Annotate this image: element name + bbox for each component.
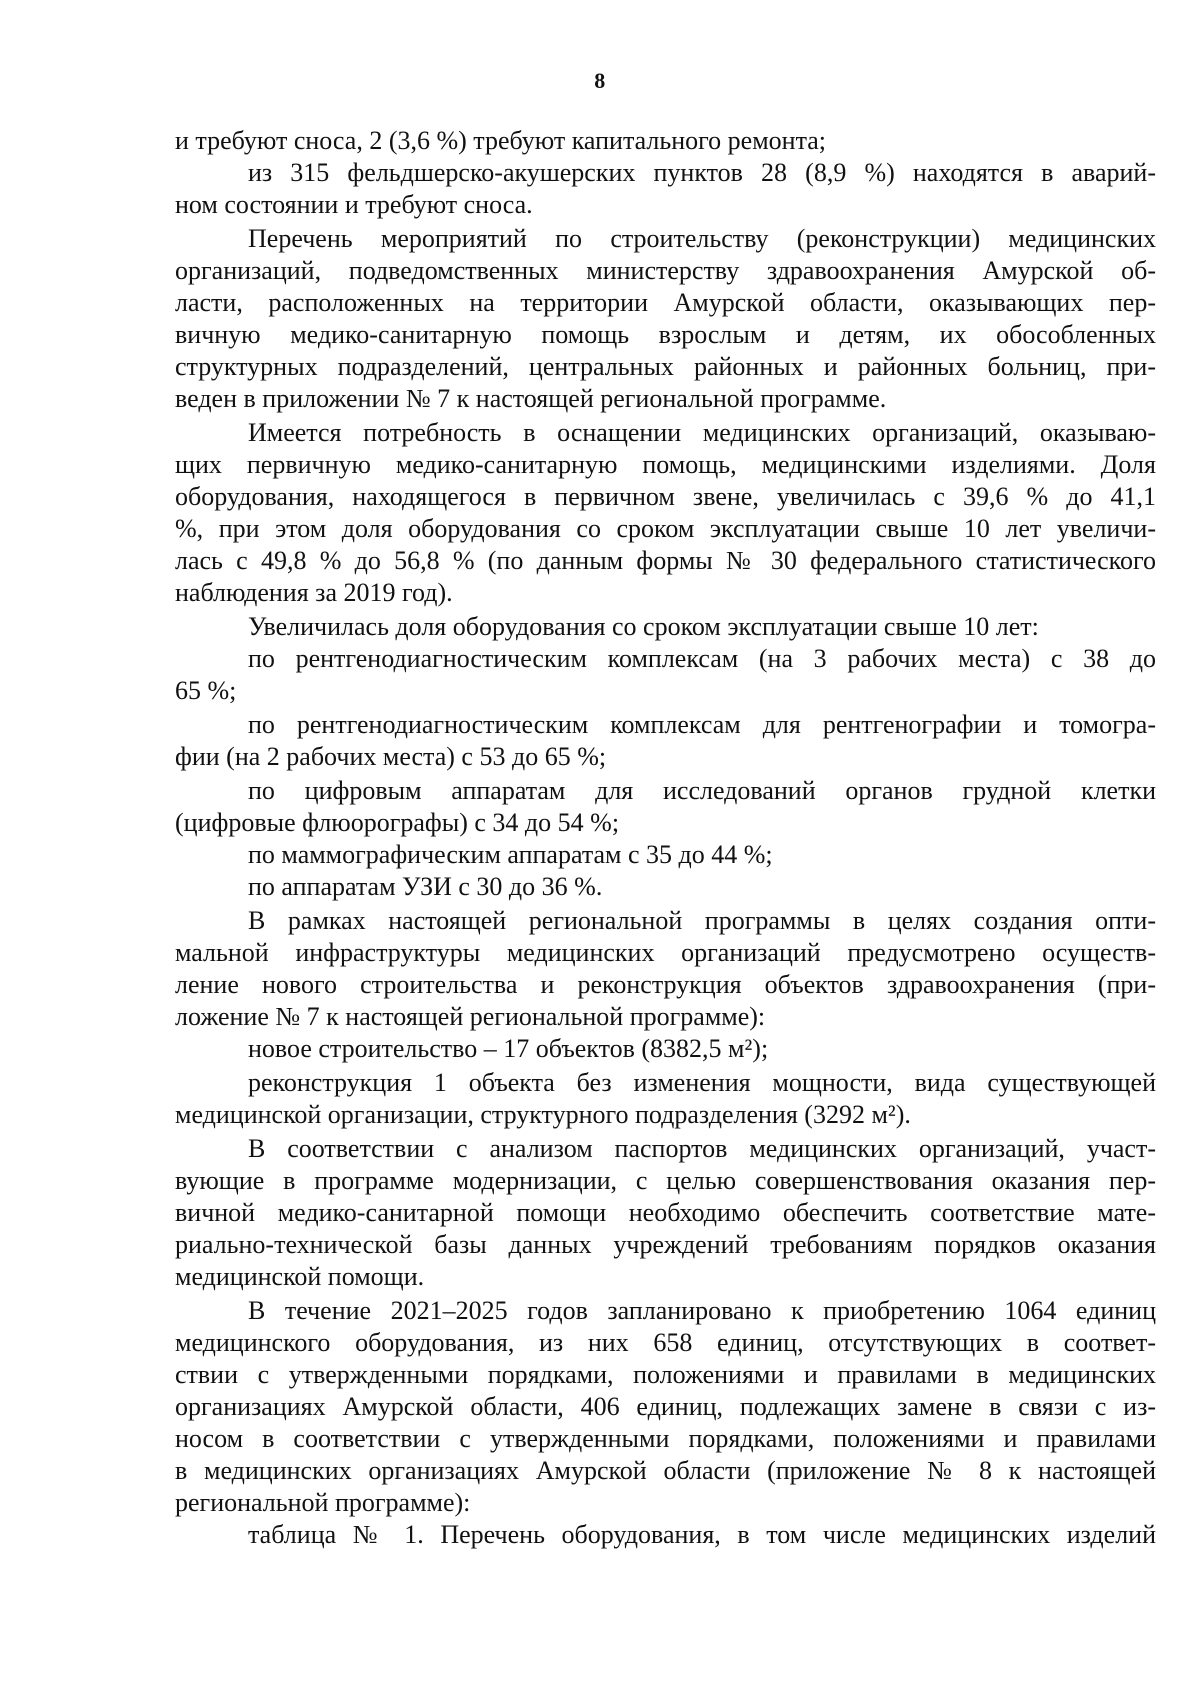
- text-line: Увеличилась доля оборудования со сроком эксплуатации свыше 10 лет:: [248, 612, 1039, 641]
- text-line: новое строительство – 17 объектов (8382,5 м²);: [248, 1034, 769, 1063]
- text-line: по цифровым аппаратам для исследований органов грудной клетки: [248, 776, 1156, 805]
- text-line: медицинского оборудования, из них 658 единиц, отсутствующих в соответ-: [175, 1328, 1156, 1357]
- text-line: по аппаратам УЗИ с 30 до 36 %.: [248, 872, 603, 901]
- text-line: мальной инфраструктуры медицинских организаций предусмотрено осуществ-: [175, 938, 1156, 967]
- text-line: и требуют сноса, 2 (3,6 %) требуют капитального ремонта;: [175, 126, 827, 155]
- text-line: 65 %;: [175, 676, 237, 705]
- text-line: по рентгенодиагностическим комплексам для рентгенографии и томогра-: [248, 710, 1156, 739]
- text-line: вичную медико-санитарную помощь взрослым и детям, их обособленных: [175, 320, 1156, 349]
- text-line: ном состоянии и требуют сноса.: [175, 190, 533, 219]
- text-line: Перечень мероприятий по строительству (реконструкции) медицинских: [248, 224, 1156, 253]
- text-line: вичной медико-санитарной помощи необходимо обеспечить соответствие мате-: [175, 1198, 1156, 1227]
- text-line: носом в соответствии с утвержденными порядками, положениями и правилами: [175, 1424, 1156, 1453]
- text-line: медицинской помощи.: [175, 1262, 425, 1291]
- text-line: щих первичную медико-санитарную помощь, медицинскими изделиями. Доля: [175, 450, 1156, 479]
- text-line: медицинской организации, структурного подразделения (3292 м²).: [175, 1100, 911, 1129]
- text-line: наблюдения за 2019 год).: [175, 578, 453, 607]
- text-line: ложение № 7 к настоящей региональной программе):: [175, 1002, 766, 1031]
- text-line: В рамках настоящей региональной программы в целях создания опти-: [248, 906, 1156, 935]
- text-line: по рентгенодиагностическим комплексам (на 3 рабочих места) с 38 до: [248, 644, 1156, 673]
- text-line: региональной программе):: [175, 1488, 471, 1517]
- text-line: (цифровые флюорографы) с 34 до 54 %;: [175, 808, 620, 837]
- body-text: [175, 125, 1156, 1551]
- text-line: таблица № 1. Перечень оборудования, в том числе медицинских изделий: [248, 1520, 1156, 1549]
- text-line: фии (на 2 рабочих места) с 53 до 65 %;: [175, 742, 607, 771]
- text-line: организаций, подведомственных министерству здравоохранения Амурской об-: [175, 256, 1156, 285]
- text-line: риально-технической базы данных учреждений требованиям порядков оказания: [175, 1230, 1156, 1259]
- text-line: веден в приложении № 7 к настоящей региональной программе.: [175, 384, 887, 413]
- text-line: оборудования, находящегося в первичном звене, увеличилась с 39,6 % до 41,1: [175, 482, 1156, 511]
- text-line: по маммографическим аппаратам с 35 до 44 %;: [248, 840, 773, 869]
- text-line: В соответствии с анализом паспортов медицинских организаций, участ-: [248, 1134, 1156, 1163]
- text-line: вующие в программе модернизации, с целью совершенствования оказания пер-: [175, 1166, 1156, 1195]
- text-line: %, при этом доля оборудования со сроком эксплуатации свыше 10 лет увеличи-: [175, 514, 1156, 543]
- text-line: Имеется потребность в оснащении медицинских организаций, оказываю-: [248, 418, 1156, 447]
- page-number: 8: [594, 68, 606, 93]
- text-line: организациях Амурской области, 406 единиц, подлежащих замене в связи с из-: [175, 1392, 1156, 1421]
- text-line: ление нового строительства и реконструкция объектов здравоохранения (при-: [175, 970, 1156, 999]
- text-line: структурных подразделений, центральных районных и районных больниц, при-: [175, 352, 1156, 381]
- text-line: ствии с утвержденными порядками, положениями и правилами в медицинских: [175, 1360, 1156, 1389]
- text-line: из 315 фельдшерско-акушерских пунктов 28 (8,9 %) находятся в аварий-: [248, 158, 1156, 187]
- text-line: реконструкция 1 объекта без изменения мощности, вида существующей: [248, 1068, 1156, 1097]
- text-line: В течение 2021–2025 годов запланировано к приобретению 1064 единиц: [248, 1296, 1156, 1325]
- text-line: ласти, расположенных на территории Амурской области, оказывающих пер-: [175, 288, 1156, 317]
- text-line: лась с 49,8 % до 56,8 % (по данным формы № 30 федерального статистического: [175, 546, 1156, 575]
- text-line: в медицинских организациях Амурской области (приложение № 8 к настоящей: [175, 1456, 1156, 1485]
